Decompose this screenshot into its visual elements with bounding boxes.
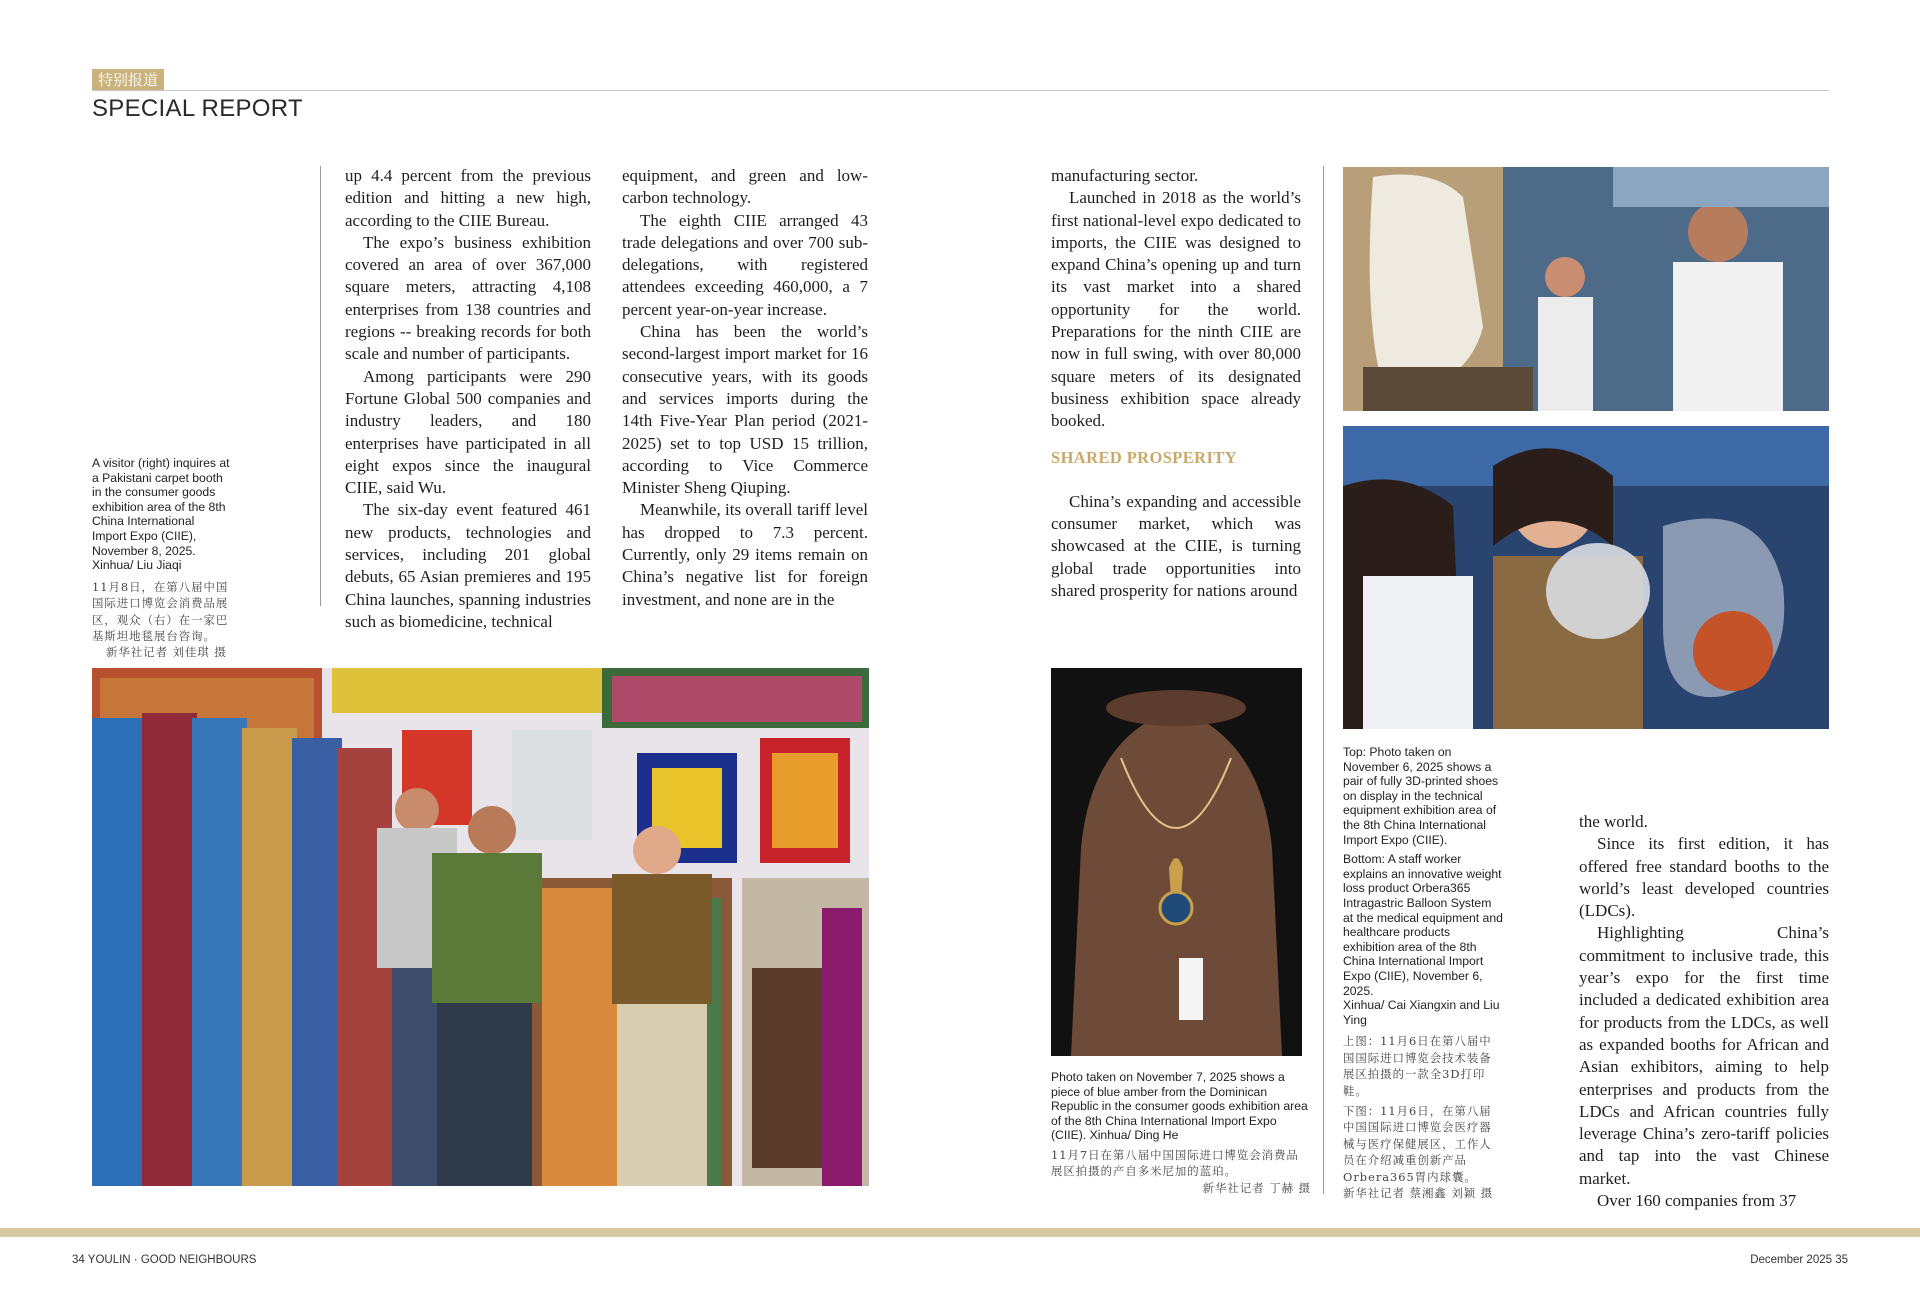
footer-right-folio: December 2025 35: [1750, 1254, 1848, 1266]
right-caption-cn-credit: 新华社记者 蔡湘鑫 刘颖 摄: [1343, 1185, 1494, 1200]
pendant-illustration: [1051, 668, 1302, 1056]
paragraph: Over 160 companies from 37: [1597, 1191, 1797, 1211]
left-caption: [92, 456, 232, 661]
paragraph: Highlighting China’s commitment to inclusive trade, this year’s expo for the first time included a dedicated exhibition area for products from the LDCs, as well as expanded booths for African and Asian exhibitors, aiming to help enterprises and products from the LDCs and African countries fully leverage China’s zero-tariff policies and tap into the vast Chinese market.: [1579, 923, 1829, 1188]
paragraph: equipment, and green and low-carbon technology.: [622, 166, 868, 208]
right-caption-top-en: Top: Photo taken on November 6, 2025 shows a pair of fully 3D-printed shoes on display in the technical equipment exhibition area of the 8th China International Import Expo (CIIE).: [1343, 745, 1499, 847]
pendant-caption: [1051, 1070, 1311, 1196]
paragraph: the world.: [1579, 812, 1648, 831]
paragraph: up 4.4 percent from the previous edition and hitting a new high, according to the CIIE Bureau.: [345, 166, 591, 230]
paragraph: China has been the world’s second-largest import market for 16 consecutive years, with its goods and services imports during the 14th Five-Year Plan period (2021-2025) set to top USD 15 trillion, according to Vice Commerce Minister Sheng Qiuping.: [622, 322, 868, 498]
right-caption-bottom-en: Bottom: A staff worker explains an innovative weight loss product Orbera365 Intragastric Balloon System at the medical equipment and healthcare products exhibition area of the 8th China International Import Expo (CIIE), November 6, 2025.: [1343, 852, 1503, 998]
left-caption-en: A visitor (right) inquires at a Pakistani carpet booth in the consumer goods exhibition area of the 8th China International Import Expo (CIIE), November 8, 2025. Xinhua/ Liu Jiaqi: [92, 456, 230, 573]
subhead-shared-prosperity: SHARED PROSPERITY: [1051, 447, 1238, 467]
paragraph: China’s expanding and accessible consumer market, which was showcased at the CIIE, is turning global trade opportunities into shared prosperity for nations around: [1051, 491, 1301, 601]
footer-band: [0, 1228, 1920, 1237]
paragraph: The eighth CIIE arranged 43 trade delegations and over 700 sub-delegations, with registered attendees exceeding 460,000, a 7 percent year-on-year increase.: [622, 210, 868, 319]
section-tag-cn: 特别报道: [92, 69, 164, 91]
column-divider-right: [1323, 166, 1324, 1194]
left-caption-cn-credit: 新华社记者 刘佳琪 摄: [106, 645, 227, 660]
photo-carpet-booth: [92, 668, 869, 1186]
section-title: SPECIAL REPORT: [92, 95, 303, 122]
shoes-illustration: [1343, 167, 1829, 411]
right-caption-top-cn: 上图：11月6日在第八届中国国际进口博览会技术装备展区拍摄的一款全3D打印鞋。: [1343, 1034, 1492, 1098]
paragraph: The expo’s business exhibition covered an area of over 367,000 square meters, attracting 4,108 enterprises from 138 countries and regions -- breaking records for both scale and number of participants.: [345, 232, 591, 364]
article-column-1: [345, 165, 591, 633]
right-caption-bottom-cn: 下图：11月6日，在第八届中国国际进口博览会医疗器械与医疗保健展区，工作人员在介绍减重创新产品Orbera365胃内球囊。: [1343, 1103, 1492, 1184]
pendant-caption-cn-credit: 新华社记者 丁赫 摄: [1202, 1180, 1311, 1195]
paragraph: Launched in 2018 as the world’s first national-level expo dedicated to imports, the CIIE was designed to expand China’s opening up and turn its vast market into a shared opportunity for the world. Preparations for the ninth CIIE are now in full swing, with over 80,000 square meters of its designated business exhibition space already booked.: [1051, 188, 1301, 431]
photo-intragastric-balloon: [1343, 426, 1829, 729]
right-caption-credit-en: Xinhua/ Cai Xiangxin and Liu Ying: [1343, 998, 1500, 1027]
paragraph: Since its first edition, it has offered free standard booths to the world’s least developed countries (LDCs).: [1579, 834, 1829, 921]
right-caption: [1343, 745, 1503, 1201]
pendant-caption-cn: 11月7日在第八届中国国际进口博览会消费品展区拍摄的产自多米尼加的蓝珀。: [1051, 1147, 1299, 1179]
balloon-illustration: [1343, 426, 1829, 729]
photo-3d-printed-shoes: [1343, 167, 1829, 411]
paragraph: Among participants were 290 Fortune Global 500 companies and industry leaders, and 180 enterprises have participated in all eight expos since the inaugural CIIE, said Wu.: [345, 366, 591, 498]
footer-left-folio: 34 YOULIN · GOOD NEIGHBOURS: [72, 1254, 257, 1266]
column-divider-left: [320, 166, 321, 606]
left-caption-cn: 11月8日，在第八届中国国际进口博览会消费品展区，观众（右）在一家巴基斯坦地毯展台咨询。: [92, 579, 229, 643]
header-rule: [92, 90, 1829, 91]
article-column-2: [622, 165, 868, 611]
article-column-4: [1579, 811, 1829, 1212]
carpet-booth-illustration: [92, 668, 869, 1186]
pendant-caption-en: Photo taken on November 7, 2025 shows a piece of blue amber from the Dominican Republic in the consumer goods exhibition area of the 8th China International Import Expo (CIIE). Xinhua/ Ding He: [1051, 1070, 1308, 1143]
paragraph: The six-day event featured 461 new products, technologies and services, including 201 global debuts, 65 Asian premieres and 195 China launches, spanning industries such as biomedicine, technical: [345, 500, 591, 631]
paragraph: manufacturing sector.: [1051, 166, 1199, 185]
photo-blue-amber-pendant: [1051, 668, 1302, 1056]
article-column-3: [1051, 165, 1301, 602]
paragraph: Meanwhile, its overall tariff level has dropped to 7.3 percent. Currently, only 29 items remain on China’s negative list for foreign investment, and none are in the: [622, 500, 868, 609]
